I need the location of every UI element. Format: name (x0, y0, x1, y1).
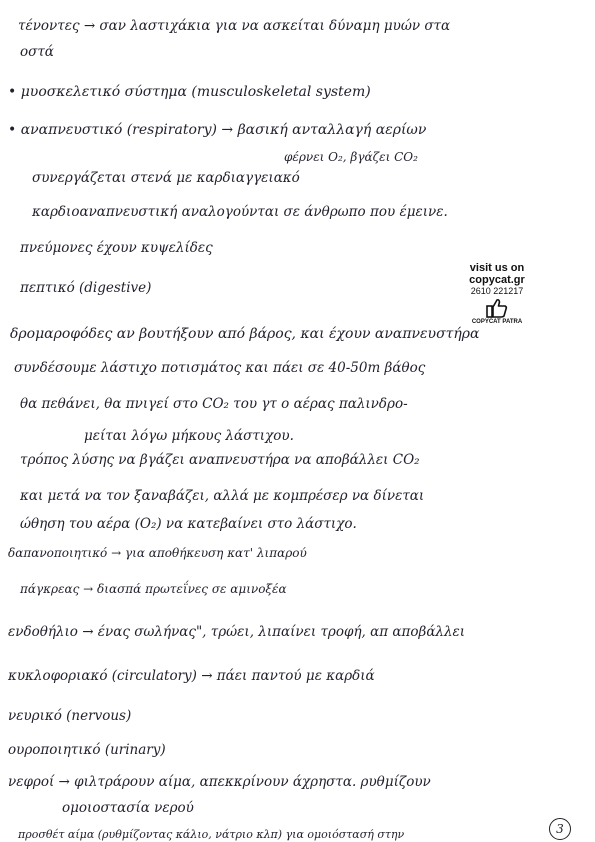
text-line-2: οστά (20, 44, 54, 60)
text-line-10: δρομαροφόδες αν βουτήξουν από βάρος, και έχουν αναπνευστήρα (10, 326, 480, 342)
text-line-15: και μετά να τον ξαναβάζει, αλλά με κομπρέσερ να δίνεται (20, 488, 425, 504)
stamp-brand-text: COPYCAT PATRA (471, 319, 523, 325)
text-line-16: ώθηση του αέρα (O₂) να κατεβαίνει στο λάστιχο. (20, 516, 357, 532)
text-line-7: καρδιοαναπνευστική αναλογούνται σε άνθρωπο που έμεινε. (32, 204, 448, 220)
text-line-20: κυκλοφοριακό (circulatory) → πάει παντού με καρδιά (8, 668, 375, 684)
stamp-phone-text: 2610 221217 (470, 286, 524, 296)
text-line-25: προσθέτ αίμα (ρυθμίζοντας κάλιο, νάτριο κλπ) για ομοιόστασή στην (18, 828, 405, 841)
text-line-5: φέρνει O₂, βγάζει CO₂ (284, 150, 418, 164)
text-line-11: συνδέσουμε λάστιχο ποτισμάτος και πάει σε 40-50m βάθος (14, 360, 426, 376)
text-line-23: νεφροί → φιλτράρουν αίμα, απεκκρίνουν άχρηστα. ρυθμίζουν (8, 774, 431, 790)
text-line-12: θα πεθάνει, θα πνιγεί στο CO₂ του γτ ο αέρας παλινδρο- (20, 396, 408, 412)
text-line-6: συνεργάζεται στενά με καρδιαγγειακό (32, 170, 300, 186)
copycat-stamp (452, 262, 542, 325)
text-line-14: τρόπος λύσης να βγάζει αναπνευστήρα να αποβάλλει CO₂ (20, 452, 420, 468)
text-line-4: • αναπνευστικό (respiratory) → βασική ανταλλαγή αερίων (8, 122, 427, 138)
text-line-17: δαπανοποιητικό → για αποθήκευση κατ' λιπαρού (8, 546, 307, 560)
stamp-visit-text: visit us on (469, 262, 525, 274)
text-line-1: τένοντες → σαν λαστιχάκια για να ασκείται δύναμη μυών στα (18, 18, 451, 34)
text-line-21: νευρικό (nervous) (8, 708, 132, 724)
text-line-18: πάγκρεας → διασπά πρωτεΐνες σε αμινοξέα (20, 582, 287, 596)
text-line-9: πεπτικό (digestive) (20, 280, 152, 296)
text-line-19: ενδοθήλιο → ένας σωλήνας", τρώει, λιπαίνει τροφή, απ αποβάλλει (8, 624, 466, 640)
text-line-13: μείται λόγω μήκους λάστιχου. (84, 428, 294, 444)
text-line-24: ομοιοστασία νερού (62, 800, 194, 816)
text-line-22: ουροποιητικό (urinary) (8, 742, 166, 758)
thumbs-up-icon (486, 298, 508, 318)
page-number: 3 (549, 818, 571, 840)
text-line-8: πνεύμονες έχουν κυψελίδες (20, 240, 213, 256)
text-line-3: • μυοσκελετικό σύστημα (musculoskeletal system) (8, 84, 371, 100)
stamp-site-text: copycat.gr (469, 274, 525, 286)
